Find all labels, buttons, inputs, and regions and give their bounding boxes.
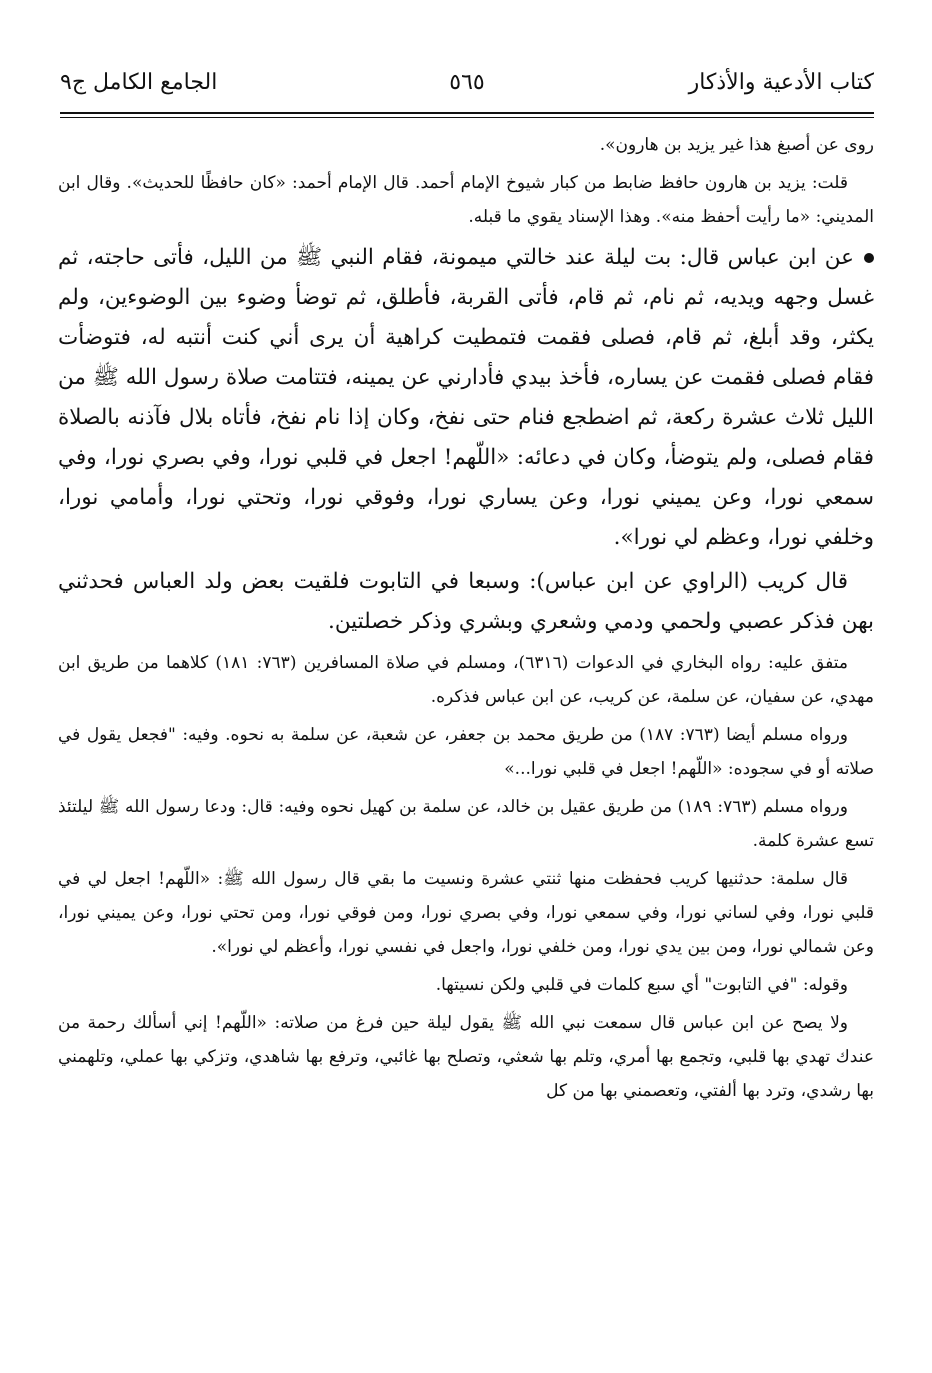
hadith-text: عن ابن عباس قال: بت ليلة عند خالتي ميمونة، فقام النبي ﷺ من الليل، فأتى حاجته، ثم غسل وجهه ويديه، ثم نام، ثم قام، فأتى القربة، فأطلق، ثم توضأ وضوء بين الوضوءين، ولم يكثر، وقد أبلغ، ثم قام، فصلى فقمت فتمطيت كراهية أن يرى أني كنت أنتبه له، فتوضأت فقام فصلى فقمت عن يساره، فأخذ بيدي فأدارني عن يمينه، فتتامت صلاة رسول الله ﷺ من الليل ثلاث عشرة ركعة، ثم اضطجع فنام حتى نفخ، وكان إذا نام نفخ، فأتاه بلال فآذنه بالصلاة فقام فصلى، ولم يتوضأ، وكان في دعائه: «اللّهم! اجعل في قلبي نورا، وفي بصري نورا، وفي سمعي نورا، وعن يميني نورا، وعن يساري نورا، وفوقي نورا، وتحتي نورا، وأمامي نورا، وخلفي نورا، وعظم لي نورا». [58,245,874,550]
paragraph-tabut: وقوله: "في التابوت" أي سبع كلمات في قلبي ولكن نسيتها. [435,975,848,995]
paragraph-takhrij-2: ورواه مسلم أيضا (٧٦٣: ١٨٧) من طريق محمد بن جعفر، عن شعبة، عن سلمة به نحوه. وفيه: "فجعل يقول في صلاته أو في سجوده: «اللّهم! اجعل في قلبي نورا...» [58,725,874,779]
paragraph-takhrij-3: ورواه مسلم (٧٦٣: ١٨٩) من طريق عقيل بن خالد، عن سلمة بن كهيل نحوه وفيه: قال: ودعا رسول الله ﷺ ليلتئذ تسع عشرة كلمة. [58,797,874,851]
page-body [58,128,874,1112]
paragraph-takhrij-1: متفق عليه: رواه البخاري في الدعوات (٦٣١٦)، ومسلم في صلاة المسافرين (٧٦٣: ١٨١) كلاهما من طريق ابن مهدي، عن سفيان، عن سلمة، عن كريب، عن ابن عباس فذكره. [58,653,874,707]
paragraph-comment: قلت: يزيد بن هارون حافظ ضابط من كبار شيوخ الإمام أحمد. قال الإمام أحمد: «كان حافظًا للحديث». وقال ابن المديني: «ما رأيت أحفظ منه». وهذا الإسناد يقوي ما قبله. [58,173,874,227]
header-rule-thin [60,117,874,118]
page-number: ٥٦٥ [449,70,485,95]
book-title: كتاب الأدعية والأذكار [688,70,874,95]
hadith-paragraph [58,238,874,558]
bullet-icon [864,253,874,263]
volume-label: الجامع الكامل ج٩ [60,70,218,95]
paragraph-kurayb: قال كريب (الراوي عن ابن عباس): وسبعا في التابوت فلقيت بعض ولد العباس فحدثني بهن فذكر عصبي ولحمي ودمي وشعري وبشري وذكر خصلتين. [58,569,874,634]
paragraph-weak-hadith: ولا يصح عن ابن عباس قال سمعت نبي الله ﷺ يقول ليلة حين فرغ من صلاته: «اللّهم! إني أسألك رحمة من عندك تهدي بها قلبي، وتجمع بها أمري، وتلم بها شعثي، وتصلح بها غائبي، وترفع بها شاهدي، وتزكي بها عملي، وتلهمني بها رشدي، وترد بها ألفتي، وتعصمني بها من كل [58,1013,874,1101]
paragraph-salama: قال سلمة: حدثنيها كريب فحفظت منها ثنتي عشرة ونسيت ما بقي قال رسول الله ﷺ: «اللّهم! اجعل لي في قلبي نورا، وفي لساني نورا، وفي سمعي نورا، وفي بصري نورا، ومن فوقي نورا، ومن تحتي نورا، وعن يميني نورا، وعن شمالي نورا، ومن بين يدي نورا، ومن خلفي نورا، واجعل في نفسي نورا، وأعظم لي نورا». [58,869,874,957]
page-header [60,70,874,104]
paragraph-continuation: روى عن أصبغ هذا غير يزيد بن هارون». [599,135,874,155]
header-rule-thick [60,112,874,114]
